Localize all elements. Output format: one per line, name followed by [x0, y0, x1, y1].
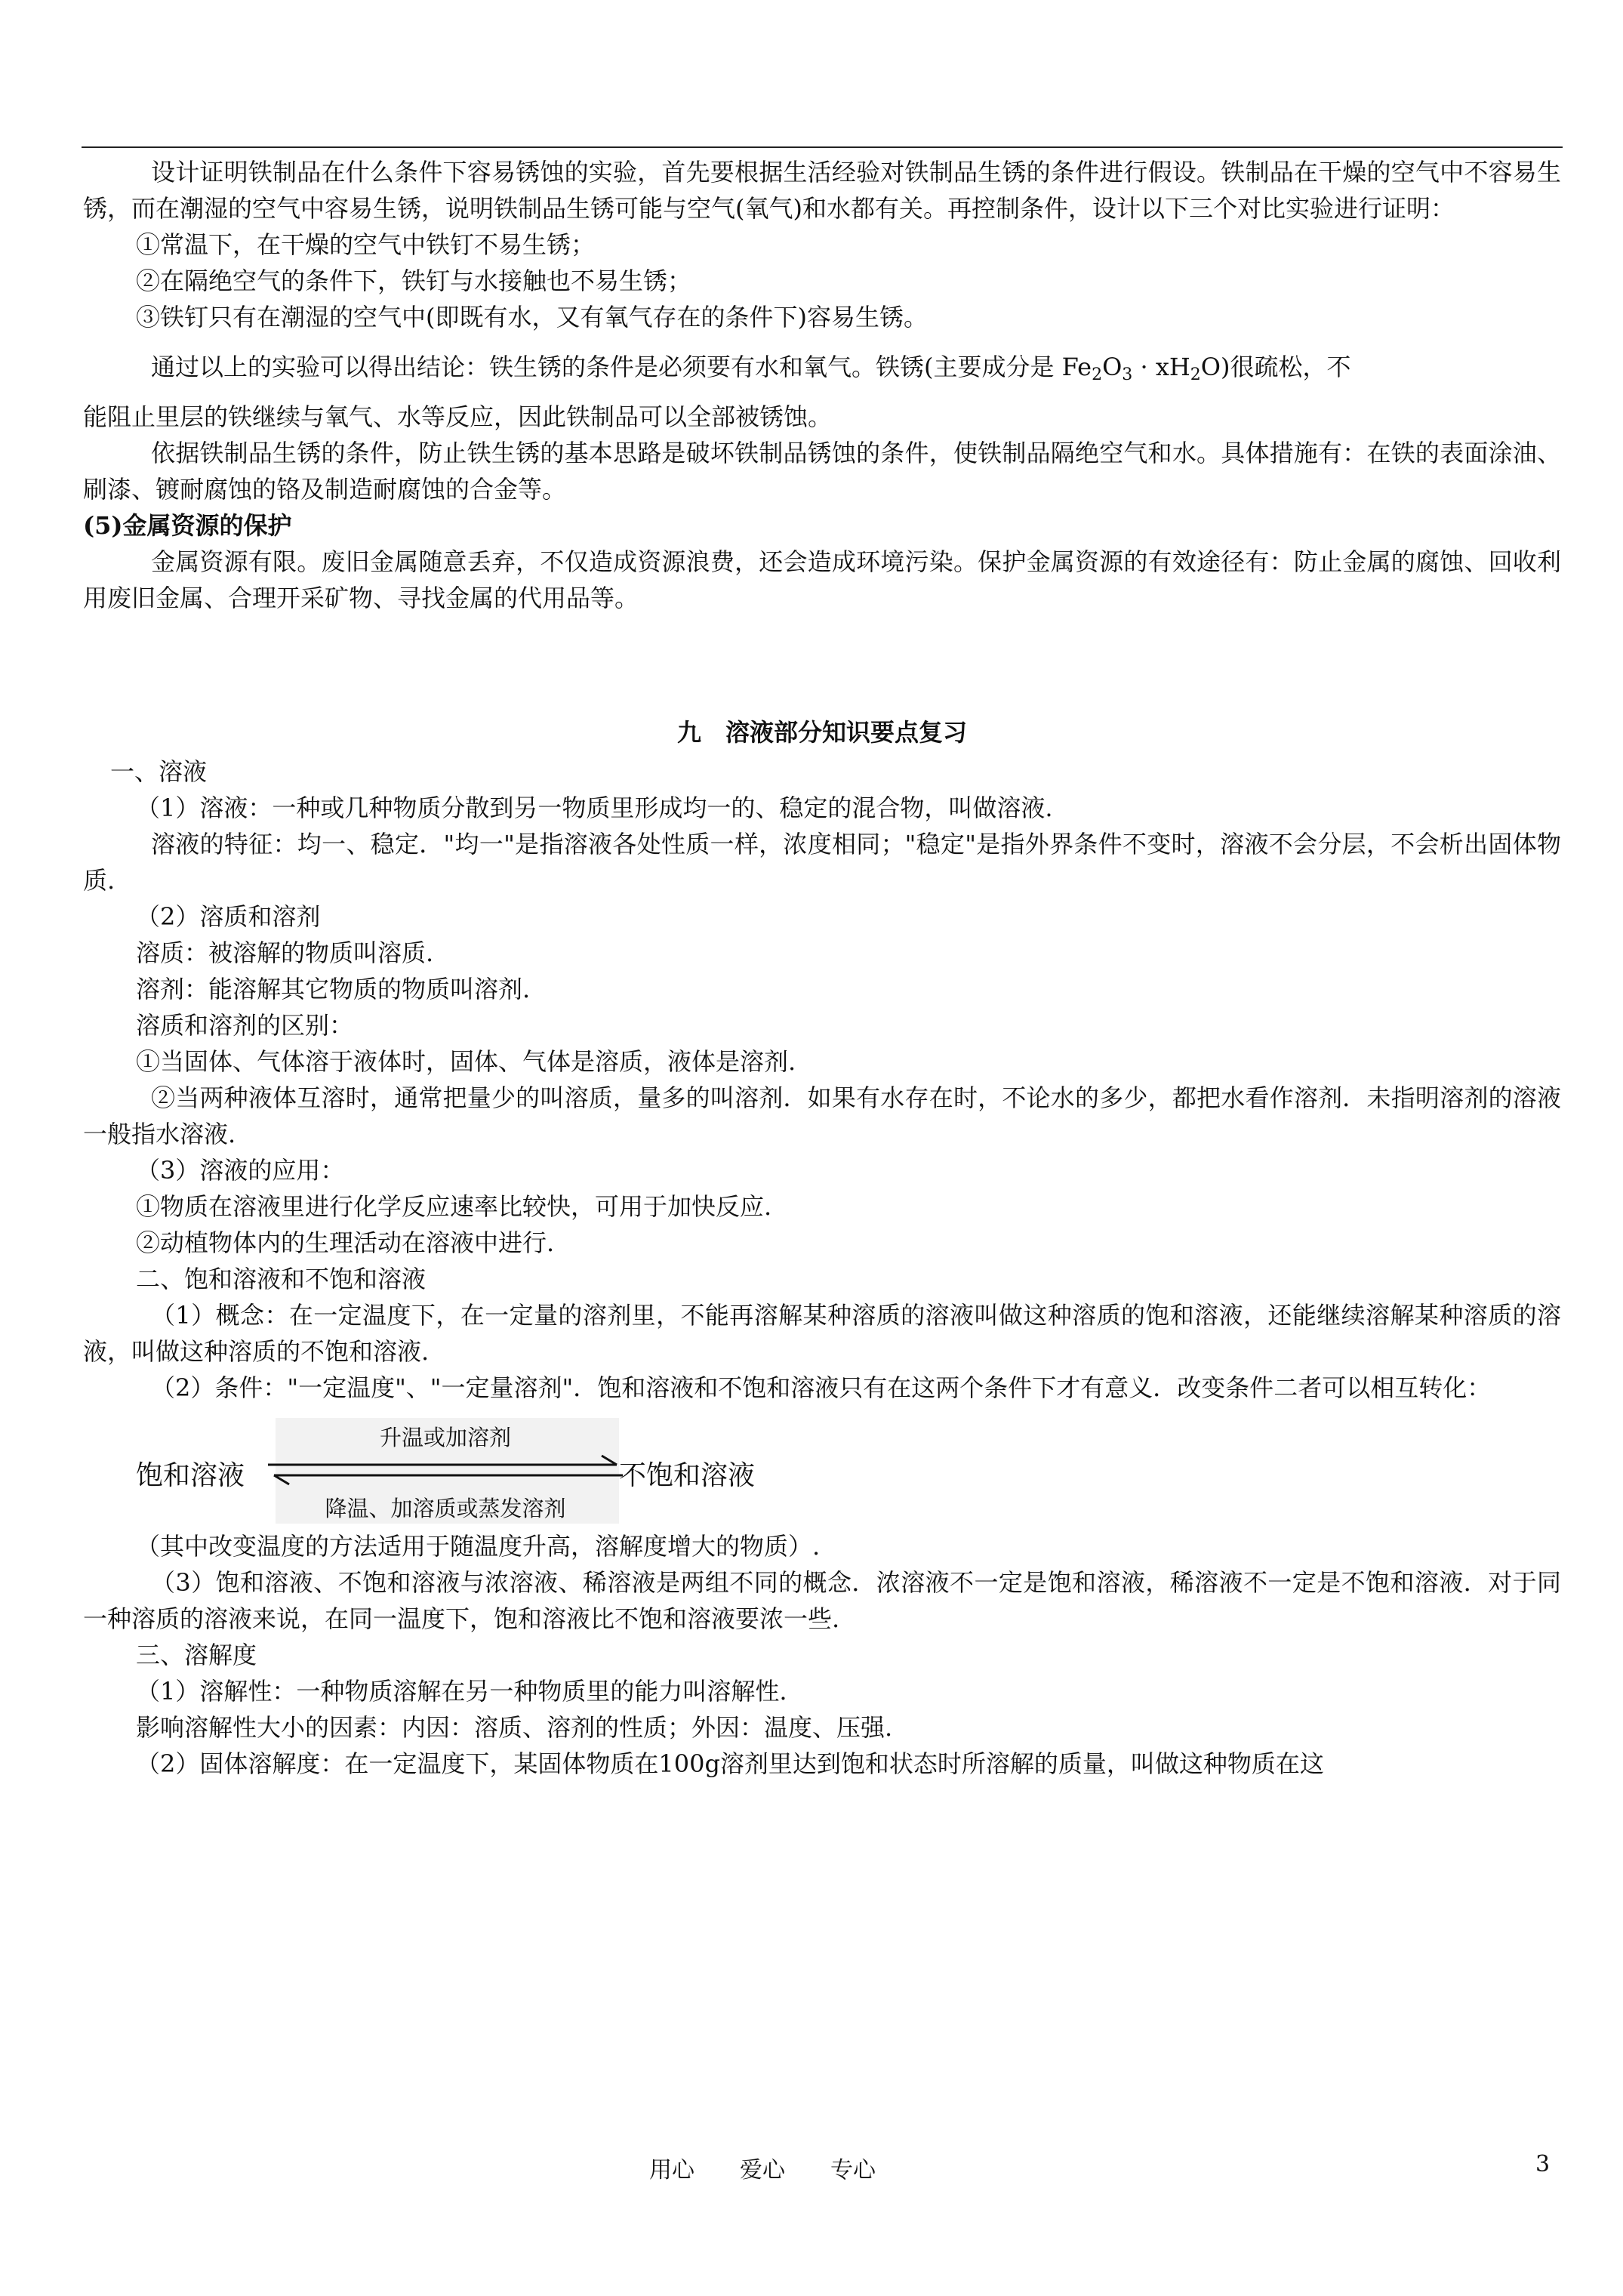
text-line: 二、饱和溶液和不饱和溶液: [136, 1265, 427, 1293]
diagram-saturated-label: 饱和溶液: [136, 1460, 245, 1491]
text-line: （3）溶液的应用：: [136, 1156, 345, 1185]
experiment-item-1: ①常温下，在干燥的空气中铁钉不易生锈；: [136, 230, 596, 259]
text-line: 溶液的特征：均一、稳定．"均一"是指溶液各处性质一样，浓度相同；"稳定"是指外界条件不变时，溶液不会分层，不会析出固体物质.: [83, 830, 1561, 895]
text-line: （其中改变温度的方法适用于随温度升高，溶解度增大的物质）.: [136, 1532, 821, 1561]
text-line: ①当固体、气体溶于液体时，固体、气体是溶质，液体是溶剂.: [136, 1047, 796, 1076]
text-line: （1）溶液：一种或几种物质分散到另一物质里形成均一的、稳定的混合物，叫做溶液.: [136, 794, 1053, 822]
text-line: （2）固体溶解度：在一定温度下，某固体物质在100g溶剂里达到饱和状态时所溶解的质量，叫做这种物质在这: [136, 1749, 1324, 1778]
solubility-section: [83, 1528, 1561, 1782]
text-line: 溶质和溶剂的区别：: [136, 1011, 354, 1040]
page-number: 3: [1535, 2151, 1551, 2177]
text-line: ①物质在溶液里进行化学反应速率比较快，可用于加快反应.: [136, 1192, 772, 1221]
text-line: 三、溶解度: [136, 1641, 257, 1669]
text-line: （2）溶质和溶剂: [136, 902, 321, 931]
text-line: ②动植物体内的生理活动在溶液中进行.: [136, 1228, 555, 1257]
text-line: （1）概念：在一定温度下，在一定量的溶剂里，不能再溶解某种溶质的溶液叫做这种溶质的饱和溶液，还能继续溶解某种溶质的溶液，叫做这种溶质的不饱和溶液.: [83, 1301, 1561, 1366]
header-rule: [82, 146, 1563, 148]
text-line: （1）溶解性：一种物质溶解在另一种物质里的能力叫溶解性.: [136, 1677, 787, 1706]
paragraph-metal-protection: 金属资源有限。废旧金属随意丢弃，不仅造成资源浪费，还会造成环境污染。保护金属资源的有效途径有：防止金属的腐蚀、回收利用废旧金属、合理开采矿物、寻找金属的代用品等。: [83, 547, 1561, 612]
text-line: 溶剂：能溶解其它物质的物质叫溶剂.: [136, 975, 531, 1003]
paragraph-conclusion-cont: 能阻止里层的铁继续与氧气、水等反应，因此铁制品可以全部被锈蚀。: [83, 402, 833, 431]
section-heading-metal-protection: (5)金属资源的保护: [83, 511, 292, 540]
text-line: 一、溶液: [110, 757, 208, 786]
text-line: ②当两种液体互溶时，通常把量少的叫溶质，量多的叫溶剂．如果有水存在时，不论水的多少，都把水看作溶剂．未指明溶剂的溶液一般指水溶液.: [83, 1083, 1561, 1148]
double-arrow-icon: [268, 1451, 623, 1489]
text-line: 溶质：被溶解的物质叫溶质.: [136, 938, 434, 967]
text-line: （3）饱和溶液、不饱和溶液与浓溶液、稀溶液是两组不同的概念．浓溶液不一定是饱和溶液，稀溶液不一定是不饱和溶液．对于同一种溶质的溶液来说，在同一温度下，饱和溶液比不饱和溶液要浓一些.: [83, 1568, 1561, 1633]
page-content: [83, 154, 1561, 1782]
paragraph-prevent-rust: 依据铁制品生锈的条件，防止铁生锈的基本思路是破坏铁制品锈蚀的条件，使铁制品隔绝空气和水。具体措施有：在铁的表面涂油、刷漆、镀耐腐蚀的铬及制造耐腐蚀的合金等。: [83, 439, 1561, 504]
diagram-reverse-condition: 降温、加溶质或蒸发溶剂: [325, 1496, 566, 1521]
text-line: （2）条件："一定温度"、"一定量溶剂"．饱和溶液和不饱和溶液只有在这两个条件下才有意义．改变条件二者可以相互转化：: [151, 1373, 1492, 1402]
paragraph-conclusion: 通过以上的实验可以得出结论：铁生锈的条件是必须要有水和氧气。铁锈(主要成分是 $Fe_2O_3 \cdot xH_2O$)很疏松，不: [151, 353, 1351, 384]
solution-section: [83, 754, 1561, 1406]
diagram-unsaturated-label: 不饱和溶液: [619, 1460, 756, 1491]
text-line: 影响溶解性大小的因素：内因：溶质、溶剂的性质；外因：温度、压强.: [136, 1713, 893, 1742]
paragraph-rust-experiment: 设计证明铁制品在什么条件下容易锈蚀的实验，首先要根据生活经验对铁制品生锈的条件进行假设。铁制品在干燥的空气中不容易生锈，而在潮湿的空气中容易生锈，说明铁制品生锈可能与空气(氧气)和水都有关。再控制条件，设计以下三个对比实验进行证明：: [83, 158, 1561, 223]
experiment-item-3: ③铁钉只有在潮湿的空气中(即既有水，又有氧气存在的条件下)容易生锈。: [136, 303, 928, 331]
diagram-forward-condition: 升温或加溶剂: [379, 1425, 511, 1450]
footer-slogan: 用心 爱心 专心: [649, 2157, 876, 2184]
conversion-diagram: [136, 1418, 1561, 1524]
experiment-item-2: ②在隔绝空气的条件下，铁钉与水接触也不易生锈；: [136, 267, 692, 295]
chapter-title: 九 溶液部分知识要点复习: [676, 718, 967, 747]
